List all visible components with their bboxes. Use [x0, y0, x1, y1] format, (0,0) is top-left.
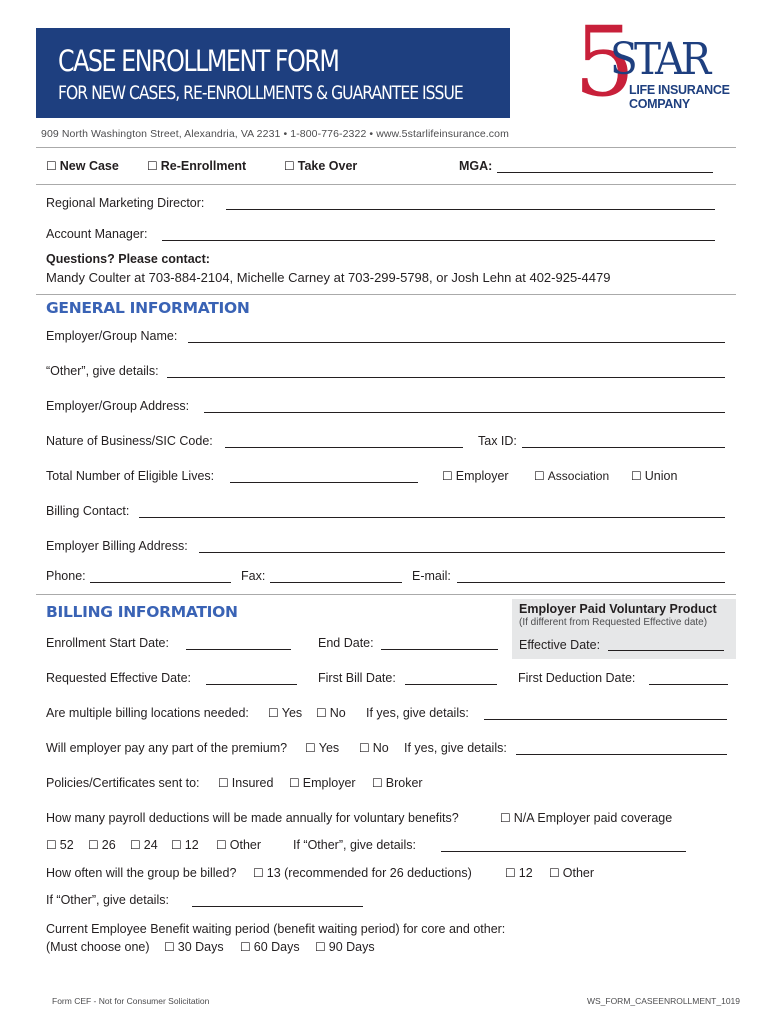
deduction-options-row: [46, 838, 736, 856]
billed-question-label: How often will the group be billed?: [46, 866, 237, 880]
checkbox-icon[interactable]: ☐: [359, 741, 370, 755]
entity-employer-option[interactable]: ☐ Employer: [442, 469, 509, 483]
phone-fax-email-row: [46, 569, 736, 587]
billing-info-heading: BILLING INFORMATION: [46, 603, 238, 621]
pay-no-option[interactable]: ☐ No: [359, 741, 389, 755]
questions-title: Questions? Please contact:: [46, 252, 210, 266]
case-takeover-option[interactable]: ☐ Take Over: [284, 159, 358, 173]
deduction-24-option[interactable]: ☐ 24: [130, 838, 158, 852]
other-details-row: [46, 364, 736, 382]
employer-name-field[interactable]: [188, 329, 725, 343]
first-deduction-label: First Deduction Date:: [518, 671, 636, 685]
billed-other-option[interactable]: ☐ Other: [549, 866, 595, 880]
footer-left: Form CEF - Not for Consumer Solicitation: [52, 996, 210, 1006]
deduction-other-label: If “Other”, give details:: [293, 838, 416, 852]
end-date-field[interactable]: [381, 636, 498, 650]
phone-label: Phone:: [46, 569, 86, 583]
multiple-locations-row: [46, 706, 736, 724]
regional-director-label: Regional Marketing Director:: [46, 196, 205, 210]
case-new-option[interactable]: ☐ New Case: [46, 159, 119, 173]
divider: [36, 294, 736, 295]
checkbox-icon[interactable]: ☐: [316, 706, 327, 720]
checkbox-icon[interactable]: ☐: [46, 838, 57, 852]
first-bill-label: First Bill Date:: [318, 671, 396, 685]
deduction-12-option[interactable]: ☐ 12: [171, 838, 199, 852]
waiting-options-row: [46, 940, 736, 958]
checkbox-icon[interactable]: ☐: [218, 776, 229, 790]
requested-effective-label: Requested Effective Date:: [46, 671, 191, 685]
mga-field[interactable]: [497, 159, 713, 173]
must-choose-label: (Must choose one): [46, 940, 150, 954]
employer-address-label: Employer/Group Address:: [46, 399, 190, 413]
locations-details-label: If yes, give details:: [366, 706, 469, 720]
email-field[interactable]: [457, 569, 725, 583]
employer-name-row: [46, 329, 736, 347]
deduction-26-option[interactable]: ☐ 26: [88, 838, 116, 852]
questions-contacts-row: [46, 270, 736, 288]
divider: [36, 594, 736, 595]
pay-yes-option[interactable]: ☐ Yes: [305, 741, 340, 755]
logo-five: 5: [574, 6, 636, 118]
divider: [36, 184, 736, 185]
waiting-60-option[interactable]: ☐ 60 Days: [240, 940, 300, 954]
locations-details-field[interactable]: [484, 706, 727, 720]
enrollment-dates-row: [46, 636, 736, 654]
general-info-heading: GENERAL INFORMATION: [46, 299, 250, 317]
locations-yes-option[interactable]: ☐ Yes: [268, 706, 303, 720]
policies-sent-row: [46, 776, 736, 794]
checkbox-icon[interactable]: ☐: [284, 159, 295, 173]
deduction-52-option[interactable]: ☐ 52: [46, 838, 74, 852]
regional-director-field[interactable]: [226, 196, 715, 210]
checkbox-icon[interactable]: ☐: [289, 776, 300, 790]
employer-address-row: [46, 399, 736, 417]
checkbox-icon[interactable]: ☐: [164, 940, 175, 954]
checkbox-icon[interactable]: ☐: [171, 838, 182, 852]
eligible-lives-field[interactable]: [230, 469, 418, 483]
header-banner: [36, 28, 510, 118]
waiting-question-label: Current Employee Benefit waiting period (benefit waiting period) for core and other:: [46, 922, 506, 936]
tax-id-field[interactable]: [522, 434, 725, 448]
employer-name-label: Employer/Group Name:: [46, 329, 178, 343]
checkbox-icon[interactable]: ☐: [268, 706, 279, 720]
policies-sent-label: Policies/Certificates sent to:: [46, 776, 200, 790]
checkbox-icon[interactable]: ☐: [216, 838, 227, 852]
requested-effective-field[interactable]: [206, 671, 297, 685]
na-employer-option[interactable]: ☐ N/A Employer paid coverage: [500, 811, 673, 825]
divider: [36, 147, 736, 148]
billing-address-row: [46, 539, 736, 557]
checkbox-icon[interactable]: ☐: [549, 866, 560, 880]
checkbox-icon[interactable]: ☐: [253, 866, 264, 880]
checkbox-icon[interactable]: ☐: [500, 811, 511, 825]
eligible-lives-row: [46, 469, 736, 487]
deduction-other-option[interactable]: ☐ Other: [216, 838, 262, 852]
enrollment-start-label: Enrollment Start Date:: [46, 636, 169, 650]
deduction-other-field[interactable]: [441, 838, 686, 852]
form-subtitle: FOR NEW CASES, RE-ENROLLMENTS & GUARANTEE ISSUE: [58, 82, 463, 104]
effective-dates-row: [46, 671, 736, 689]
fax-label: Fax:: [241, 569, 266, 583]
checkbox-icon[interactable]: ☐: [315, 940, 326, 954]
checkbox-icon[interactable]: ☐: [372, 776, 383, 790]
footer-right: WS_FORM_CASEENROLLMENT_1019: [586, 996, 740, 1006]
account-manager-row: [46, 227, 736, 245]
logo-line1: LIFE INSURANCE: [629, 83, 730, 97]
regional-director-row: [46, 196, 736, 214]
email-label: E-mail:: [412, 569, 451, 583]
checkbox-icon[interactable]: ☐: [130, 838, 141, 852]
mga-label: MGA:: [459, 159, 493, 173]
entity-association-option[interactable]: ☐ Association: [534, 469, 610, 483]
checkbox-icon[interactable]: ☐: [147, 159, 158, 173]
waiting-90-option[interactable]: ☐ 90 Days: [315, 940, 375, 954]
waiting-question-row: [46, 922, 736, 940]
billed-frequency-row: [46, 866, 736, 884]
sent-broker-option[interactable]: ☐ Broker: [372, 776, 423, 790]
account-manager-label: Account Manager:: [46, 227, 148, 241]
logo-line2: COMPANY: [629, 97, 690, 111]
questions-contacts: Mandy Coulter at 703-884-2104, Michelle Carney at 703-299-5798, or Josh Lehn at 402-925-4479: [46, 270, 611, 285]
billed-other-label: If “Other”, give details:: [46, 893, 169, 907]
sent-insured-option[interactable]: ☐ Insured: [218, 776, 274, 790]
checkbox-icon[interactable]: ☐: [305, 741, 316, 755]
billed-other-field[interactable]: [192, 893, 363, 907]
billing-address-label: Employer Billing Address:: [46, 539, 188, 553]
epvp-title: Employer Paid Voluntary Product: [519, 602, 717, 616]
payroll-question-row: [46, 811, 736, 829]
checkbox-icon[interactable]: ☐: [631, 469, 642, 483]
billing-contact-row: [46, 504, 736, 522]
tax-id-label: Tax ID:: [478, 434, 517, 448]
end-date-label: End Date:: [318, 636, 374, 650]
locations-no-option[interactable]: ☐ No: [316, 706, 346, 720]
company-logo: [572, 6, 730, 118]
entity-union-option[interactable]: ☐ Union: [631, 469, 678, 483]
company-address: 909 North Washington Street, Alexandria, VA 2231 • 1-800-776-2322 • www.5starlifeinsurance.com: [41, 128, 509, 140]
pay-details-field[interactable]: [516, 741, 727, 755]
form-title: CASE ENROLLMENT FORM: [58, 44, 339, 78]
waiting-30-option[interactable]: ☐ 30 Days: [164, 940, 224, 954]
effective-date-label: Effective Date:: [519, 638, 601, 652]
billing-address-field[interactable]: [199, 539, 725, 553]
logo-star: STAR: [610, 34, 708, 85]
checkbox-icon[interactable]: ☐: [505, 866, 516, 880]
enrollment-start-field[interactable]: [186, 636, 291, 650]
first-deduction-field[interactable]: [649, 671, 728, 685]
billing-contact-field[interactable]: [139, 504, 725, 518]
checkbox-icon[interactable]: ☐: [88, 838, 99, 852]
sent-employer-option[interactable]: ☐ Employer: [289, 776, 356, 790]
billed-12-option[interactable]: ☐ 12: [505, 866, 533, 880]
nature-business-label: Nature of Business/SIC Code:: [46, 434, 213, 448]
billed-other-row: [46, 893, 736, 911]
checkbox-icon[interactable]: ☐: [534, 469, 545, 483]
epvp-note: (If different from Requested Effective date): [519, 617, 708, 628]
phone-field[interactable]: [90, 569, 231, 583]
nature-business-field[interactable]: [225, 434, 463, 448]
other-details-field[interactable]: [167, 364, 725, 378]
payroll-question-label: How many payroll deductions will be made annually for voluntary benefits?: [46, 811, 459, 825]
fax-field[interactable]: [270, 569, 402, 583]
employer-pay-row: [46, 741, 736, 759]
questions-title-row: [46, 252, 736, 270]
checkbox-icon[interactable]: ☐: [442, 469, 453, 483]
billing-contact-label: Billing Contact:: [46, 504, 130, 518]
first-bill-field[interactable]: [405, 671, 497, 685]
account-manager-field[interactable]: [162, 227, 715, 241]
pay-details-label: If yes, give details:: [404, 741, 507, 755]
checkbox-icon[interactable]: ☐: [240, 940, 251, 954]
billed-13-option[interactable]: ☐ 13 (recommended for 26 deductions): [253, 866, 472, 880]
employer-address-field[interactable]: [204, 399, 725, 413]
multiple-locations-label: Are multiple billing locations needed:: [46, 706, 249, 720]
case-type-row: [46, 159, 736, 177]
checkbox-icon[interactable]: ☐: [46, 159, 57, 173]
nature-business-row: [46, 434, 736, 452]
other-details-label: “Other”, give details:: [46, 364, 159, 378]
eligible-lives-label: Total Number of Eligible Lives:: [46, 469, 215, 483]
employer-pay-label: Will employer pay any part of the premium?: [46, 741, 288, 755]
case-reenroll-option[interactable]: ☐ Re-Enrollment: [147, 159, 247, 173]
